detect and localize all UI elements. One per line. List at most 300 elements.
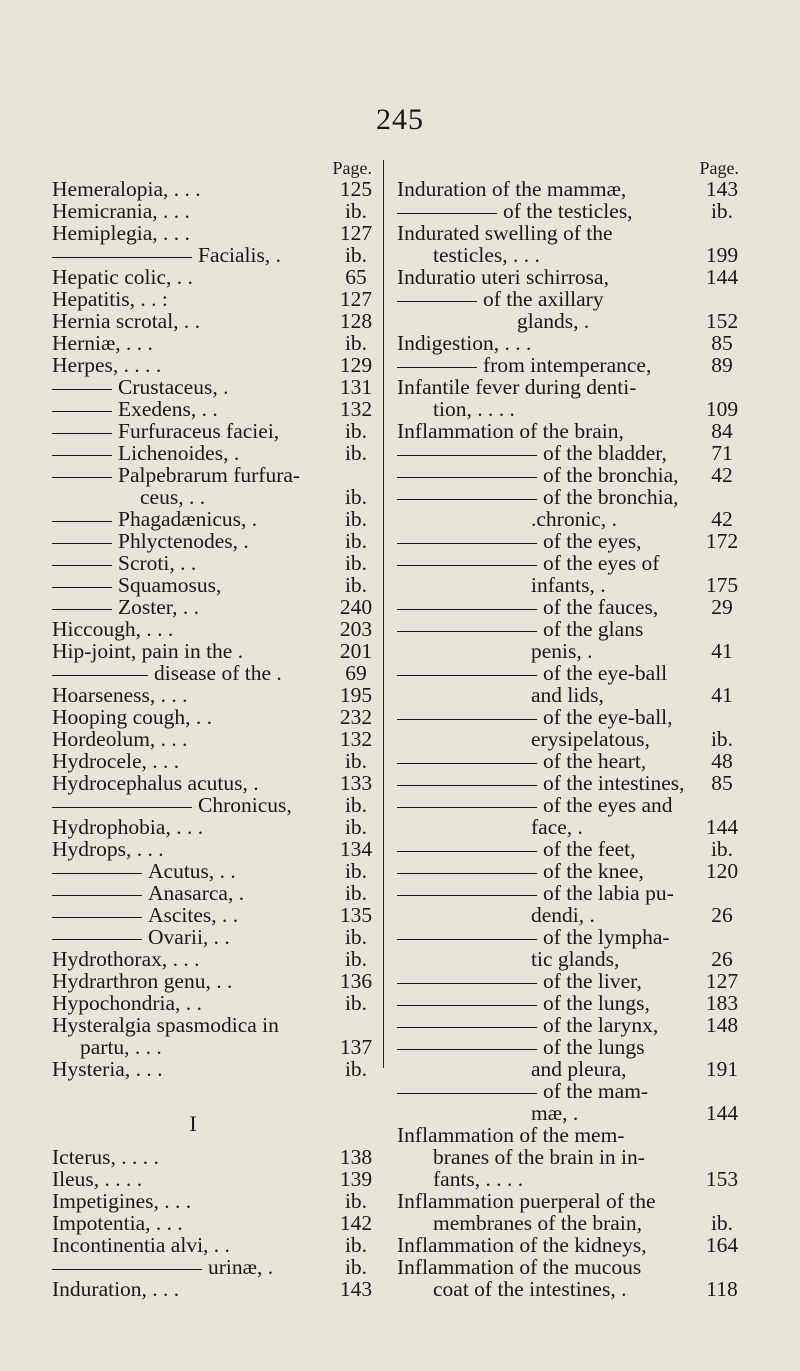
- entry-text: Inflammation of the kidneys,: [397, 1233, 647, 1257]
- entry-text: Inflammation of the mem-: [397, 1123, 625, 1147]
- index-entry: [397, 1014, 745, 1036]
- page-ref: ib.: [710, 199, 734, 223]
- entry-text: branes of the brain in in-: [433, 1145, 645, 1169]
- index-entry: [52, 442, 378, 464]
- index-entry: [397, 1256, 745, 1278]
- page-ref: ib.: [710, 1211, 734, 1235]
- index-entry: [52, 1036, 378, 1058]
- entry-text: Impotentia, . . .: [52, 1211, 183, 1235]
- index-entry: [52, 794, 378, 816]
- ditto-dash: [397, 1005, 537, 1006]
- right-column: [397, 158, 745, 1300]
- entry-text: Facialis, .: [198, 243, 281, 267]
- entry-text: tic glands,: [531, 947, 620, 971]
- ditto-dash: [52, 521, 112, 522]
- index-entry: [52, 596, 378, 618]
- page-ref: 42: [711, 463, 733, 487]
- index-entry: [397, 992, 745, 1014]
- ditto-dash: [397, 1093, 537, 1094]
- index-entry: [52, 684, 378, 706]
- index-entry: [397, 574, 745, 596]
- ditto-dash: [397, 543, 537, 544]
- entry-text: Acutus, . .: [148, 859, 236, 883]
- entry-text: Induration of the mammæ,: [397, 177, 627, 201]
- entry-text: Hydrothorax, . . .: [52, 947, 200, 971]
- page-ref: ib.: [344, 1057, 368, 1081]
- entry-text: of the knee,: [543, 859, 644, 883]
- entry-text: Hooping cough, . .: [52, 705, 213, 729]
- index-entry: [397, 1212, 745, 1234]
- ditto-dash: [52, 565, 112, 566]
- entry-text: of the lympha-: [543, 925, 670, 949]
- page-ref: 138: [339, 1145, 373, 1169]
- page-ref: ib.: [344, 991, 368, 1015]
- index-entry: [52, 926, 378, 948]
- page-ref: ib.: [344, 243, 368, 267]
- index-entry: [397, 926, 745, 948]
- index-entry: [397, 596, 745, 618]
- entry-text: Exedens, . .: [118, 397, 218, 421]
- entry-text: Hydrophobia, . . .: [52, 815, 204, 839]
- ditto-dash: [52, 807, 192, 808]
- index-entry: [397, 442, 745, 464]
- index-entry: [52, 464, 378, 486]
- entry-text: Hydrops, . . .: [52, 837, 164, 861]
- index-entry: [397, 618, 745, 640]
- page-ref: 128: [339, 309, 373, 333]
- entry-text: Inflammation of the brain,: [397, 419, 624, 443]
- index-entry: [52, 1190, 378, 1212]
- page-ref: 191: [705, 1057, 739, 1081]
- index-entry: [397, 860, 745, 882]
- index-entry: [397, 200, 745, 222]
- index-entry: [52, 332, 378, 354]
- index-entry: [52, 706, 378, 728]
- entry-text: Ovarii, . .: [148, 925, 230, 949]
- index-entry: [397, 1058, 745, 1080]
- ditto-dash: [397, 763, 537, 764]
- page-ref: 48: [711, 749, 733, 773]
- ditto-dash: [52, 257, 192, 258]
- page-ref: ib.: [344, 573, 368, 597]
- section-letter: I: [189, 1111, 197, 1136]
- index-entry: [52, 772, 378, 794]
- page-ref: ib.: [344, 507, 368, 531]
- entry-text: disease of the .: [154, 661, 282, 685]
- page-ref: ib.: [344, 551, 368, 575]
- index-entry: [397, 750, 745, 772]
- page-ref: 144: [705, 265, 739, 289]
- entry-text: and lids,: [531, 683, 604, 707]
- entry-text: fants, . . . .: [433, 1167, 524, 1191]
- page-ref: 26: [711, 947, 733, 971]
- entry-text: Inflammation of the mucous: [397, 1255, 642, 1279]
- index-entry: [52, 1168, 378, 1190]
- entry-text: Inflammation puerperal of the: [397, 1189, 656, 1213]
- index-entry: [52, 530, 378, 552]
- ditto-dash: [52, 873, 142, 874]
- index-entry: [397, 706, 745, 728]
- index-entry: [397, 398, 745, 420]
- index-entry: [397, 1146, 745, 1168]
- page-ref: ib.: [344, 1233, 368, 1257]
- page-ref: ib.: [344, 793, 368, 817]
- page-ref: 85: [711, 331, 733, 355]
- index-entry: [52, 970, 378, 992]
- entry-text: Furfuraceus faciei,: [118, 419, 280, 443]
- page-ref: 139: [339, 1167, 373, 1191]
- page-ref: ib.: [344, 419, 368, 443]
- index-entry: [397, 970, 745, 992]
- index-entry: [52, 992, 378, 1014]
- index-entry: [52, 398, 378, 420]
- left-column: [52, 158, 378, 1300]
- index-entry: [52, 838, 378, 860]
- ditto-dash: [397, 213, 497, 214]
- page-ref: ib.: [344, 1255, 368, 1279]
- index-entry: [52, 904, 378, 926]
- entry-text: of the bronchia,: [543, 463, 679, 487]
- entry-text: Squamosus,: [118, 573, 222, 597]
- page-ref: 69: [345, 661, 367, 685]
- ditto-dash: [52, 917, 142, 918]
- entry-text: of the labia pu-: [543, 881, 674, 905]
- page-ref: 232: [339, 705, 373, 729]
- page-ref: 144: [705, 1101, 739, 1125]
- index-entry: [397, 882, 745, 904]
- page-header: Page.: [332, 158, 372, 178]
- index-entry: [397, 354, 745, 376]
- entry-text: Phlyctenodes, .: [118, 529, 249, 553]
- entry-text: Ileus, . . . .: [52, 1167, 143, 1191]
- entry-text: Hysteria, . . .: [52, 1057, 163, 1081]
- entry-text: Hemiplegia, . . .: [52, 221, 190, 245]
- page-ref: 109: [705, 397, 739, 421]
- entry-text: of the eyes of: [543, 551, 660, 575]
- ditto-dash: [52, 543, 112, 544]
- index-entry: [397, 1036, 745, 1058]
- ditto-dash: [397, 939, 537, 940]
- page-ref: 143: [339, 1277, 373, 1301]
- entry-text: Induration, . . .: [52, 1277, 180, 1301]
- page-ref: 175: [705, 573, 739, 597]
- page-ref: ib.: [344, 485, 368, 509]
- index-entry: [52, 486, 378, 508]
- index-entry: [52, 266, 378, 288]
- page-ref: 164: [705, 1233, 739, 1257]
- ditto-dash: [397, 1027, 537, 1028]
- page-ref: 41: [711, 639, 733, 663]
- index-entry: [52, 860, 378, 882]
- entry-text: Incontinentia alvi, . .: [52, 1233, 230, 1257]
- ditto-dash: [397, 851, 537, 852]
- entry-text: Induratio uteri schirrosa,: [397, 265, 609, 289]
- page-ref: 201: [339, 639, 373, 663]
- index-entry: [52, 244, 378, 266]
- page-header: Page.: [699, 158, 739, 178]
- entry-text: Hydrocele, . . .: [52, 749, 180, 773]
- entry-text: mæ, .: [531, 1101, 579, 1125]
- index-entries-i: [52, 1146, 378, 1300]
- index-entry: [52, 420, 378, 442]
- entry-text: and pleura,: [531, 1057, 627, 1081]
- ditto-dash: [52, 1269, 202, 1270]
- entry-text: Ascites, . .: [148, 903, 239, 927]
- page-ref: 42: [711, 507, 733, 531]
- page-ref: 240: [339, 595, 373, 619]
- entry-text: Indurated swelling of the: [397, 221, 613, 245]
- entry-text: .chronic, .: [531, 507, 617, 531]
- index-entry: [52, 882, 378, 904]
- ditto-dash: [52, 895, 142, 896]
- page-ref: 195: [339, 683, 373, 707]
- index-entry: [52, 1256, 378, 1278]
- entry-text: penis, .: [531, 639, 593, 663]
- index-entry: [397, 1168, 745, 1190]
- ditto-dash: [52, 609, 112, 610]
- ditto-dash: [397, 675, 537, 676]
- page-ref: 142: [339, 1211, 373, 1235]
- entry-text: Lichenoides, .: [118, 441, 240, 465]
- ditto-dash: [397, 807, 537, 808]
- index-entry: [397, 244, 745, 266]
- entry-text: of the intestines,: [543, 771, 685, 795]
- page-ref: 131: [339, 375, 373, 399]
- index-entries: [397, 178, 745, 1300]
- ditto-dash: [397, 719, 537, 720]
- entry-text: ceus, . .: [140, 485, 206, 509]
- index-entry: [397, 1124, 745, 1146]
- entry-text: of the heart,: [543, 749, 647, 773]
- page-ref: ib.: [344, 749, 368, 773]
- entry-text: of the testicles,: [503, 199, 633, 223]
- index-entry: [52, 1058, 378, 1080]
- page-ref: 134: [339, 837, 373, 861]
- entry-text: of the feet,: [543, 837, 636, 861]
- entry-text: testicles, . . .: [433, 243, 540, 267]
- entry-text: Zoster, . .: [118, 595, 199, 619]
- index-entry: [397, 376, 745, 398]
- entry-text: glands, .: [517, 309, 590, 333]
- index-entry: [397, 662, 745, 684]
- page-ref: ib.: [710, 727, 734, 751]
- page-ref: 120: [705, 859, 739, 883]
- entry-text: face, .: [531, 815, 583, 839]
- entry-text: of the eye-ball: [543, 661, 668, 685]
- page-ref: 144: [705, 815, 739, 839]
- entry-text: of the bronchia,: [543, 485, 679, 509]
- entry-text: membranes of the brain,: [433, 1211, 642, 1235]
- entry-text: coat of the intestines, .: [433, 1277, 627, 1301]
- page-ref: 152: [705, 309, 739, 333]
- index-entry: [397, 1102, 745, 1124]
- ditto-dash: [397, 455, 537, 456]
- index-entry: [52, 1212, 378, 1234]
- page-ref: 84: [711, 419, 733, 443]
- page-ref: 129: [339, 353, 373, 377]
- index-entry: [397, 222, 745, 244]
- index-entry: [397, 1278, 745, 1300]
- page-ref: 85: [711, 771, 733, 795]
- entry-text: tion, . . . .: [433, 397, 515, 421]
- entry-text: Chronicus,: [198, 793, 292, 817]
- index-entry: [397, 288, 745, 310]
- page-ref: ib.: [344, 441, 368, 465]
- ditto-dash: [52, 433, 112, 434]
- ditto-dash: [52, 455, 112, 456]
- index-entry: [397, 310, 745, 332]
- entry-text: Infantile fever during denti-: [397, 375, 637, 399]
- index-entries-h: [52, 178, 378, 1080]
- entry-text: Hiccough, . . .: [52, 617, 174, 641]
- ditto-dash: [52, 477, 112, 478]
- index-entry: [52, 288, 378, 310]
- entry-text: of the glans: [543, 617, 644, 641]
- entry-text: Hydrarthron genu, . .: [52, 969, 233, 993]
- index-entry: [397, 728, 745, 750]
- page-ref: ib.: [344, 815, 368, 839]
- index-entry: [397, 266, 745, 288]
- entry-text: Hemicrania, . . .: [52, 199, 190, 223]
- page-ref: ib.: [344, 331, 368, 355]
- entry-text: Hepatitis, . . :: [52, 287, 168, 311]
- page-ref: 148: [705, 1013, 739, 1037]
- page-ref: 136: [339, 969, 373, 993]
- index-entry: [52, 508, 378, 530]
- ditto-dash: [52, 411, 112, 412]
- page-ref: 127: [339, 221, 373, 245]
- page-ref: ib.: [344, 1189, 368, 1213]
- ditto-dash: [397, 499, 537, 500]
- page-ref: ib.: [344, 529, 368, 553]
- entry-text: of the fauces,: [543, 595, 659, 619]
- column-divider: [383, 160, 384, 1068]
- entry-text: dendi, .: [531, 903, 595, 927]
- page-ref: 71: [711, 441, 733, 465]
- ditto-dash: [52, 939, 142, 940]
- ditto-dash: [397, 301, 477, 302]
- entry-text: of the larynx,: [543, 1013, 659, 1037]
- entry-text: Hysteralgia spasmodica in: [52, 1013, 279, 1037]
- index-entry: [52, 1234, 378, 1256]
- page-ref: 153: [705, 1167, 739, 1191]
- index-entry: [397, 464, 745, 486]
- index-entry: [52, 200, 378, 222]
- page-ref: ib.: [344, 859, 368, 883]
- index-entry: [397, 486, 745, 508]
- entry-text: of the eye-ball,: [543, 705, 673, 729]
- ditto-dash: [397, 1049, 537, 1050]
- index-entry: [397, 552, 745, 574]
- ditto-dash: [52, 587, 112, 588]
- entry-text: Hydrocephalus acutus, .: [52, 771, 259, 795]
- page-ref: 29: [711, 595, 733, 619]
- page-ref: 133: [339, 771, 373, 795]
- page-ref: ib.: [344, 947, 368, 971]
- page-ref: ib.: [710, 837, 734, 861]
- index-entry: [52, 750, 378, 772]
- entry-text: Icterus, . . . .: [52, 1145, 159, 1169]
- ditto-dash: [397, 983, 537, 984]
- index-entry: [397, 640, 745, 662]
- index-entry: [397, 1190, 745, 1212]
- ditto-dash: [397, 477, 537, 478]
- page-ref: 183: [705, 991, 739, 1015]
- page-ref: 199: [705, 243, 739, 267]
- index-entry: [397, 904, 745, 926]
- page-ref: 26: [711, 903, 733, 927]
- page-ref: 89: [711, 353, 733, 377]
- page-number: 245: [376, 103, 424, 136]
- entry-text: Hoarseness, . . .: [52, 683, 188, 707]
- entry-text: of the eyes,: [543, 529, 642, 553]
- entry-text: Indigestion, . . .: [397, 331, 532, 355]
- page-ref: 203: [339, 617, 373, 641]
- index-entry: [52, 178, 378, 200]
- page-ref: 137: [339, 1035, 373, 1059]
- index-entry: [397, 530, 745, 552]
- entry-text: of the lungs: [543, 1035, 645, 1059]
- entry-text: of the liver,: [543, 969, 642, 993]
- entry-text: Hip-joint, pain in the .: [52, 639, 244, 663]
- index-entry: [52, 1146, 378, 1168]
- page-ref: 132: [339, 727, 373, 751]
- page-ref: 127: [339, 287, 373, 311]
- index-entry: [52, 618, 378, 640]
- index-entry: [397, 816, 745, 838]
- index-entry: [52, 948, 378, 970]
- page-ref: 127: [705, 969, 739, 993]
- entry-text: infants, .: [531, 573, 606, 597]
- entry-text: Hemeralopia, . . .: [52, 177, 201, 201]
- page-ref: ib.: [344, 925, 368, 949]
- index-entry: [52, 552, 378, 574]
- entry-text: from intemperance,: [483, 353, 652, 377]
- index-entry: [52, 310, 378, 332]
- index-entry: [52, 816, 378, 838]
- page-ref: 41: [711, 683, 733, 707]
- index-entry: [52, 574, 378, 596]
- index-entry: [52, 1278, 378, 1300]
- index-entry: [397, 332, 745, 354]
- entry-text: Impetigines, . . .: [52, 1189, 192, 1213]
- index-entry: [52, 376, 378, 398]
- page-ref: ib.: [344, 881, 368, 905]
- entry-text: of the mam-: [543, 1079, 649, 1103]
- index-entry: [397, 508, 745, 530]
- page-ref: 132: [339, 397, 373, 421]
- index-entry: [52, 640, 378, 662]
- ditto-dash: [397, 565, 537, 566]
- index-entry: [397, 772, 745, 794]
- index-entry: [397, 838, 745, 860]
- index-entry: [52, 1014, 378, 1036]
- page-ref: 65: [345, 265, 367, 289]
- entry-text: of the eyes and: [543, 793, 673, 817]
- index-entry: [397, 178, 745, 200]
- entry-text: Hepatic colic, . .: [52, 265, 193, 289]
- ditto-dash: [397, 785, 537, 786]
- entry-text: Phagadænicus, .: [118, 507, 258, 531]
- index-entry: [52, 222, 378, 244]
- entry-text: Hordeolum, . . .: [52, 727, 188, 751]
- ditto-dash: [397, 895, 537, 896]
- index-entry: [52, 728, 378, 750]
- index-entry: [397, 420, 745, 442]
- page-ref: 135: [339, 903, 373, 927]
- entry-text: urinæ, .: [208, 1255, 274, 1279]
- page-ref: 125: [339, 177, 373, 201]
